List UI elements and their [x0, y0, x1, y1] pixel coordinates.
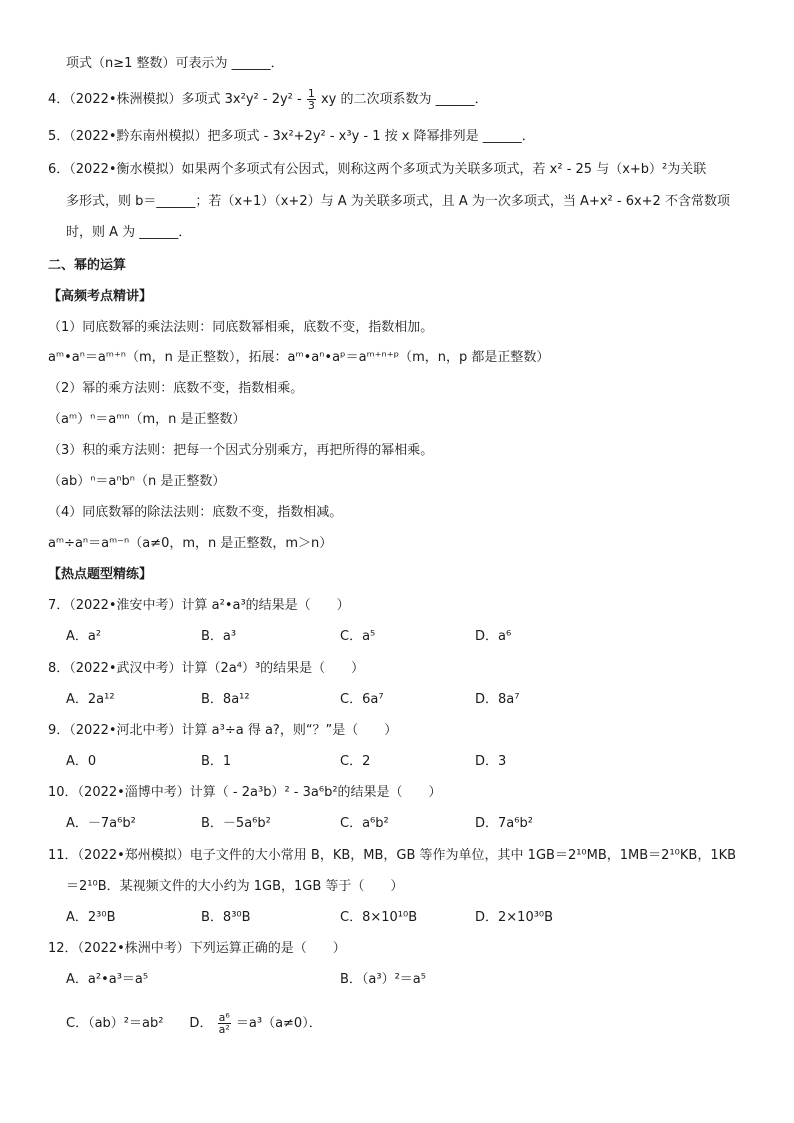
question-10-option-d: D．7a⁶b²: [475, 816, 533, 831]
key-points-title: 【高频考点精讲】: [48, 289, 153, 304]
question-12: 12．（2022•株洲中考）下列运算正确的是（ ）: [48, 941, 346, 956]
question-12-option-d: ＝a³（a≠0）．: [235, 1016, 322, 1031]
question-6-line-1: 6．（2022•衡水模拟）如果两个多项式有公因式，则称这两个多项式为关联多项式，若 x² - 25 与（x+b）²为关联: [48, 162, 707, 177]
question-10-option-c: C．a⁶b²: [340, 816, 389, 831]
key-point-2: （2）幂的乘方法则：底数不变，指数相乘。: [48, 381, 304, 396]
fraction-denominator: a²: [218, 1023, 230, 1036]
question-11-option-d: D．2×10³⁰B: [475, 910, 554, 925]
key-point-1-formula: aᵐ•aⁿ＝aᵐ⁺ⁿ（m，n 是正整数），拓展：aᵐ•aⁿ•aᵖ＝aᵐ⁺ⁿ⁺ᵖ（m，n，p 都是正整数）: [48, 350, 550, 365]
question-7-option-d: D．a⁶: [475, 629, 512, 644]
question-7-option-c: C．a⁵: [340, 629, 376, 644]
question-4: [48, 88, 754, 111]
question-8-option-c: C．6a⁷: [340, 692, 384, 707]
question-6-line-2: 多形式，则 b＝______；若（x+1）（x+2）与 A 为关联多项式，且 A 为一次多项式，当 A+x² - 6x+2 不含常数项: [66, 194, 730, 209]
key-point-2-formula: （aᵐ）ⁿ＝aᵐⁿ（m，n 是正整数）: [48, 412, 246, 427]
question-8-option-d: D．8a⁷: [475, 692, 520, 707]
question-12-options-cd: [66, 1012, 754, 1035]
key-point-1: （1）同底数幂的乘法法则：同底数幂相乘，底数不变，指数相加。: [48, 320, 434, 335]
question-5: 5．（2022•黔东南州模拟）把多项式 - 3x²+2y² - x³y - 1 按 x 降幂排列是 ______．: [48, 129, 535, 144]
key-point-4-formula: aᵐ÷aⁿ＝aᵐ⁻ⁿ（a≠0，m，n 是正整数，m＞n）: [48, 536, 333, 551]
question-12-option-c: C．（ab）²＝ab² D．: [66, 1016, 213, 1031]
question-7-option-a: A．a²: [66, 629, 102, 644]
question-10-option-b: B．－5a⁶b²: [201, 816, 271, 831]
question-9-option-d: D．3: [475, 754, 507, 769]
question-4-text-a: 4．（2022•株洲模拟）多项式 3x²y² - 2y² -: [48, 92, 302, 107]
fraction-numerator: a⁶: [218, 1011, 230, 1024]
question-8-option-a: A．2a¹²: [66, 692, 115, 707]
fraction-denominator: 3: [307, 99, 315, 112]
question-6-line-3: 时，则 A 为 ______．: [66, 225, 192, 240]
question-11-line-1: 11．（2022•郑州模拟）电子文件的大小常用 B，KB，MB，GB 等作为单位，其中 1GB＝2¹⁰MB，1MB＝2¹⁰KB，1KB: [48, 848, 737, 863]
fraction-numerator: 1: [307, 87, 315, 100]
question-11-line-2: ＝2¹⁰B．某视频文件的大小约为 1GB，1GB 等于（ ）: [66, 879, 404, 894]
question-7: 7．（2022•淮安中考）计算 a²•a³的结果是（ ）: [48, 598, 350, 613]
question-11-option-a: A．2³⁰B: [66, 910, 116, 925]
question-12-option-b: B．（a³）²＝a⁵: [340, 972, 426, 987]
question-8: 8．（2022•武汉中考）计算（2a⁴）³的结果是（ ）: [48, 661, 365, 676]
key-point-3-formula: （ab）ⁿ＝aⁿbⁿ（n 是正整数）: [48, 474, 226, 489]
question-11-option-b: B．8³⁰B: [201, 910, 251, 925]
question-11-option-c: C．8×10¹⁰B: [340, 910, 418, 925]
section-heading-powers: 二、幂的运算: [48, 258, 127, 273]
question-9-option-a: A．0: [66, 754, 97, 769]
question-12-option-a: A．a²•a³＝a⁵: [66, 972, 149, 987]
question-10: 10．（2022•淄博中考）计算（ - 2a³b）² - 3a⁶b²的结果是（ ）: [48, 785, 442, 800]
question-9-option-b: B．1: [201, 754, 232, 769]
hot-topics-title: 【热点题型精练】: [48, 567, 153, 582]
question-3-tail: 项式（n≥1 整数）可表示为 ______．: [66, 56, 284, 71]
question-8-option-b: B．8a¹²: [201, 692, 250, 707]
question-7-option-b: B．a³: [201, 629, 237, 644]
fraction-a6-over-a2: [218, 1012, 231, 1035]
question-9: 9．（2022•河北中考）计算 a³÷a 得 a?，则“？”是（ ）: [48, 723, 398, 738]
question-10-option-a: A．－7a⁶b²: [66, 816, 136, 831]
fraction-one-third: [307, 88, 316, 111]
key-point-4: （4）同底数幂的除法法则：底数不变，指数相减。: [48, 505, 343, 520]
question-9-option-c: C．2: [340, 754, 371, 769]
key-point-3: （3）积的乘方法则：把每一个因式分别乘方，再把所得的幂相乘。: [48, 443, 434, 458]
question-4-text-b: xy 的二次项系数为 ______．: [320, 92, 488, 107]
